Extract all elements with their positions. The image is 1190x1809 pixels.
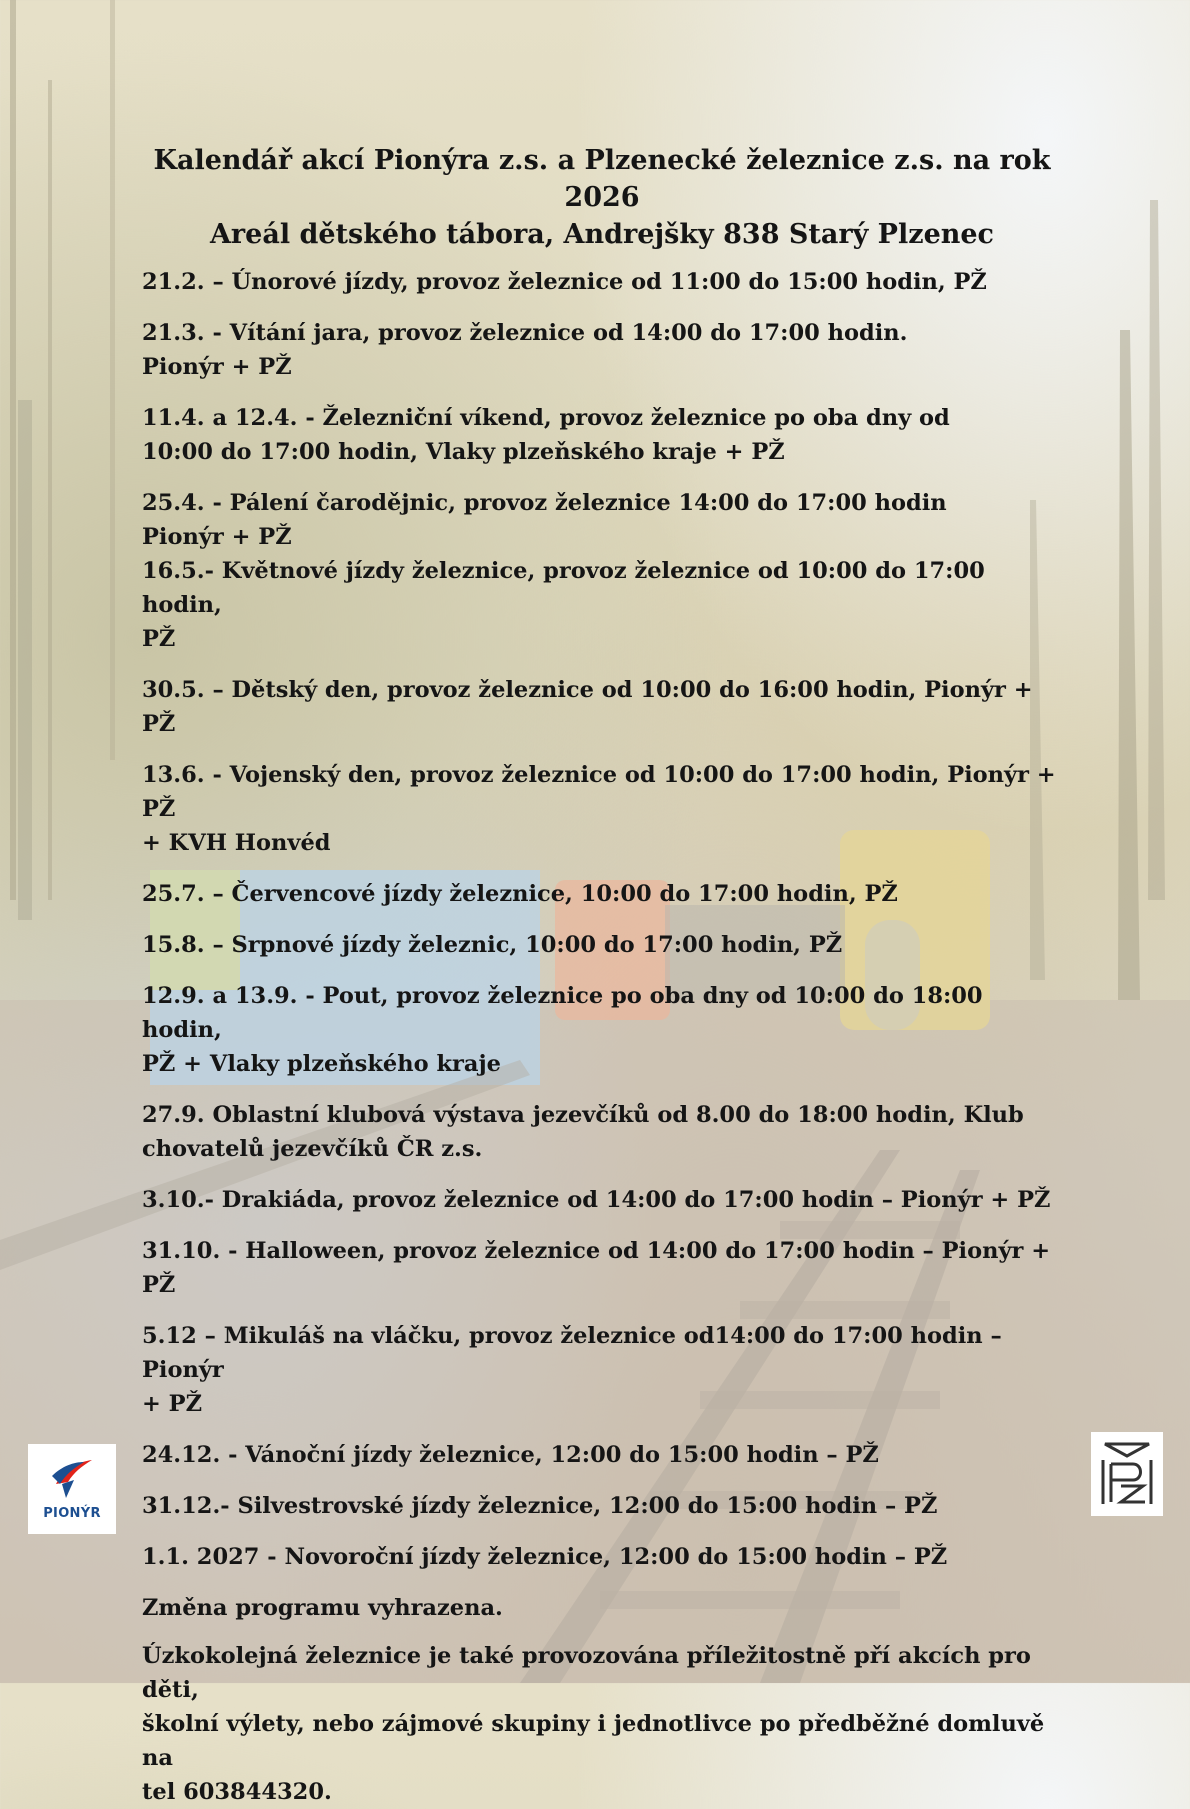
event-line: 3.10.- Drakiáda, provoz železnice od 14:00 do 17:00 hodin – Pionýr + PŽ <box>142 1187 1051 1213</box>
event-item <box>142 877 1062 911</box>
event-item <box>142 1438 1062 1472</box>
event-line: 5.12 – Mikuláš na vláčku, provoz železnice od14:00 do 17:00 hodin – Pionýr <box>142 1323 1002 1383</box>
pz-logo <box>1091 1432 1163 1516</box>
event-item <box>142 486 1062 554</box>
event-line: PŽ <box>142 626 176 652</box>
info-line: tel 603844320. <box>142 1779 332 1805</box>
event-item <box>142 316 1062 384</box>
event-item <box>142 758 1062 860</box>
event-item <box>142 1234 1062 1302</box>
title-line-calendar: Kalendář akcí Pionýra z.s. a Plzenecké železnice z.s. na rok 2026 <box>153 145 1051 213</box>
document-title <box>142 142 1062 253</box>
event-line: 11.4. a 12.4. - Železniční víkend, provoz železnice po oba dny od <box>142 405 950 431</box>
event-line: 21.3. - Vítání jara, provoz železnice od 14:00 do 17:00 hodin. <box>142 320 908 346</box>
pionyr-logo <box>28 1444 116 1534</box>
event-list <box>142 265 1062 1574</box>
info-line: školní výlety, nebo zájmové skupiny i jednotlivce po předběžné domluvě na <box>142 1711 1045 1771</box>
event-item <box>142 1098 1062 1166</box>
event-line: 13.6. - Vojenský den, provoz železnice od 10:00 do 17:00 hodin, Pionýr + PŽ <box>142 762 1056 822</box>
pz-monogram-icon <box>1097 1440 1157 1508</box>
event-item <box>142 401 1062 469</box>
change-notice: Změna programu vyhrazena. <box>142 1595 503 1621</box>
event-item <box>142 1540 1062 1574</box>
event-line: chovatelů jezevčíků ČR z.s. <box>142 1136 483 1162</box>
event-line: 21.2. – Únorové jízdy, provoz železnice od 11:00 do 15:00 hodin, PŽ <box>142 269 987 295</box>
event-line: 25.4. - Pálení čarodějnic, provoz železnice 14:00 do 17:00 hodin <box>142 490 947 516</box>
event-line: 31.10. - Halloween, provoz železnice od 14:00 do 17:00 hodin – Pionýr + PŽ <box>142 1238 1051 1298</box>
event-line: + PŽ <box>142 1391 203 1417</box>
info-paragraph <box>142 1639 1062 1809</box>
event-line: 31.12.- Silvestrovské jízdy železnice, 12:00 do 15:00 hodin – PŽ <box>142 1493 938 1519</box>
event-item <box>142 1319 1062 1421</box>
event-line: 10:00 do 17:00 hodin, Vlaky plzeňského kraje + PŽ <box>142 439 785 465</box>
event-line: + KVH Honvéd <box>142 830 331 856</box>
event-line: 25.7. – Červencové jízdy železnice, 10:00 do 17:00 hodin, PŽ <box>142 881 898 907</box>
event-line: 15.8. – Srpnové jízdy železnic, 10:00 do 17:00 hodin, PŽ <box>142 932 843 958</box>
event-line: Pionýr + PŽ <box>142 524 292 550</box>
event-line: Pionýr + PŽ <box>142 354 292 380</box>
event-item <box>142 554 1062 656</box>
event-line: 12.9. a 13.9. - Pout, provoz železnice po oba dny od 10:00 do 18:00 hodin, <box>142 983 983 1043</box>
event-line: 27.9. Oblastní klubová výstava jezevčíků od 8.00 do 18:00 hodin, Klub <box>142 1102 1024 1128</box>
event-item <box>142 265 1062 299</box>
event-item <box>142 979 1062 1081</box>
event-line: 30.5. – Dětský den, provoz železnice od 10:00 do 16:00 hodin, Pionýr + PŽ <box>142 677 1033 737</box>
info-line: Úzkokolejná železnice je také provozována příležitostně pří akcích pro děti, <box>142 1643 1031 1703</box>
document-body <box>142 142 1062 1809</box>
event-item <box>142 1489 1062 1523</box>
title-line-venue: Areál dětského tábora, Andrejšky 838 Starý Plzenec <box>209 219 994 250</box>
event-item <box>142 673 1062 741</box>
event-line: 16.5.- Květnové jízdy železnice, provoz železnice od 10:00 do 17:00 hodin, <box>142 558 985 618</box>
event-line: 1.1. 2027 - Novoroční jízdy železnice, 12:00 do 15:00 hodin – PŽ <box>142 1544 948 1570</box>
event-item <box>142 928 1062 962</box>
pionyr-bird-icon <box>48 1454 96 1500</box>
pionyr-logo-text: PIONÝR <box>43 1506 101 1521</box>
event-item <box>142 1183 1062 1217</box>
event-line: 24.12. - Vánoční jízdy železnice, 12:00 do 15:00 hodin – PŽ <box>142 1442 879 1468</box>
event-line: PŽ + Vlaky plzeňského kraje <box>142 1051 501 1077</box>
